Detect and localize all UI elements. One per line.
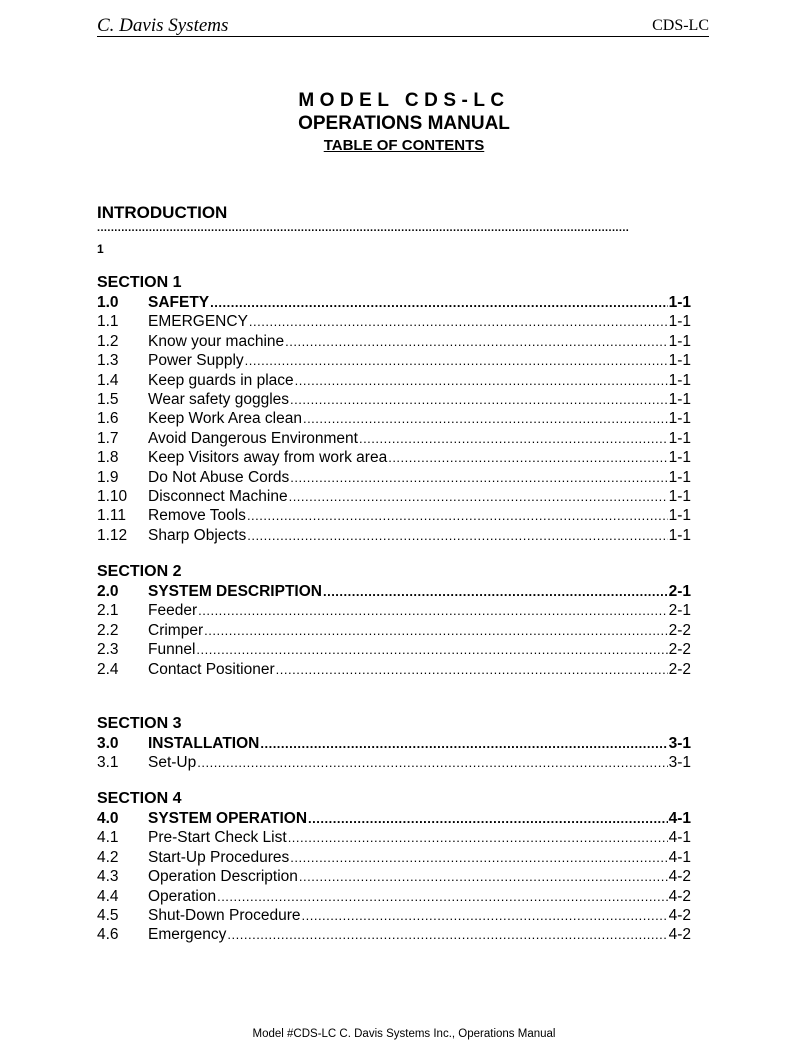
- entry-number: 1.3: [97, 352, 119, 370]
- entry-number: 4.3: [97, 868, 119, 886]
- entry-page: 1-1: [668, 526, 691, 544]
- toc-entry[interactable]: [97, 660, 691, 679]
- toc-entry[interactable]: [97, 582, 691, 601]
- entry-title: EMERGENCY: [148, 313, 248, 331]
- entry-page: 4-1: [668, 848, 691, 866]
- entry-number: 1.1: [97, 313, 119, 331]
- dot-leader: [323, 582, 668, 601]
- entry-number: 1.6: [97, 410, 119, 428]
- entry-number: 1.7: [97, 429, 119, 447]
- entry-page: 1-1: [668, 449, 691, 467]
- entry-title: Keep guards in place: [148, 371, 294, 389]
- dot-leader: [299, 867, 668, 886]
- toc-entry[interactable]: [97, 526, 691, 545]
- entry-page: 1-1: [668, 429, 691, 447]
- entry-number: 2.0: [97, 583, 119, 600]
- entry-number: 1.4: [97, 371, 119, 389]
- entry-title: Do Not Abuse Cords: [148, 468, 290, 486]
- toc-entry[interactable]: [97, 293, 691, 312]
- dot-leader: [197, 753, 667, 772]
- entry-title: Wear safety goggles: [148, 391, 290, 408]
- dot-leader: [198, 601, 667, 620]
- entry-title: Keep Work Area clean: [148, 410, 302, 428]
- entry-title: Know your machine: [148, 332, 285, 350]
- entry-number: 2.2: [97, 621, 119, 639]
- entry-title: Pre-Start Check List: [148, 829, 287, 847]
- introduction-leader: ..........................................................................................................................................................: [97, 222, 630, 234]
- introduction-heading: INTRODUCTION: [97, 203, 228, 222]
- dot-leader: [245, 351, 668, 370]
- introduction-page: 1: [97, 242, 104, 256]
- entry-number: 1.12: [97, 526, 128, 544]
- entry-title: Sharp Objects: [148, 526, 247, 544]
- entry-number: 1.10: [97, 488, 128, 505]
- entry-page: 1-1: [668, 488, 691, 505]
- dot-leader: [308, 809, 668, 828]
- dot-leader: [260, 734, 667, 753]
- entry-page: 4-2: [668, 868, 691, 886]
- toc-entry[interactable]: [97, 753, 691, 772]
- entry-page: 1-1: [668, 410, 691, 428]
- toc-entry[interactable]: [97, 487, 691, 506]
- model-title: MODEL CDS-LC: [298, 90, 510, 111]
- toc-title: TABLE OF CONTENTS: [323, 137, 485, 154]
- entry-page: 4-1: [668, 829, 691, 847]
- entry-number: 4.2: [97, 848, 119, 866]
- toc-entry[interactable]: [97, 332, 691, 351]
- entry-title: Set-Up: [148, 754, 197, 772]
- entry-page: 4-2: [668, 926, 691, 944]
- dot-leader: [204, 621, 667, 640]
- toc-entry[interactable]: [97, 448, 691, 467]
- dot-leader: [276, 660, 668, 679]
- entry-page: 1-1: [668, 468, 691, 486]
- toc-entry[interactable]: [97, 621, 691, 640]
- toc-entry[interactable]: [97, 429, 691, 448]
- dot-leader: [290, 468, 667, 487]
- entry-number: 3.1: [97, 754, 119, 772]
- toc-entry[interactable]: [97, 506, 691, 525]
- toc-entry[interactable]: [97, 371, 691, 390]
- entry-title: Contact Positioner: [148, 660, 275, 678]
- entry-title: Operation Description: [148, 868, 298, 886]
- entry-page: 4-1: [668, 810, 691, 827]
- toc-entry[interactable]: [97, 867, 691, 886]
- toc-entry[interactable]: [97, 848, 691, 867]
- entry-number: 1.11: [97, 507, 127, 525]
- dot-leader: [359, 429, 668, 448]
- entry-page: 2-1: [668, 602, 691, 620]
- section-heading: SECTION 4: [97, 790, 182, 807]
- entry-page: 1-1: [668, 294, 691, 311]
- dot-leader: [227, 925, 667, 944]
- entry-title: INSTALLATION: [148, 735, 260, 752]
- entry-page: 1-1: [668, 391, 691, 408]
- toc-entry[interactable]: [97, 828, 691, 847]
- entry-number: 1.5: [97, 391, 119, 408]
- toc-entry[interactable]: [97, 312, 691, 331]
- section-heading: SECTION 3: [97, 715, 182, 732]
- dot-leader: [247, 506, 668, 525]
- dot-leader: [290, 390, 668, 409]
- entry-title: SYSTEM OPERATION: [148, 810, 308, 827]
- model-code: CDS-LC: [652, 17, 709, 34]
- entry-title: Operation: [148, 887, 217, 905]
- dot-leader: [290, 848, 667, 867]
- toc-entry[interactable]: [97, 809, 691, 828]
- dot-leader: [295, 371, 668, 390]
- entry-title: SYSTEM DESCRIPTION: [148, 583, 322, 600]
- entry-page: 1-1: [668, 371, 691, 389]
- entry-title: Remove Tools: [148, 507, 246, 525]
- entry-page: 2-2: [668, 621, 691, 639]
- entry-page: 2-2: [668, 641, 691, 659]
- entry-title: Feeder: [148, 602, 198, 620]
- entry-title: Power Supply: [148, 352, 244, 370]
- toc-entry[interactable]: [97, 351, 691, 370]
- section-heading: SECTION 1: [97, 274, 182, 291]
- entry-title: Crimper: [148, 621, 204, 639]
- entry-number: 1.2: [97, 332, 119, 350]
- dot-leader: [217, 887, 668, 906]
- toc-entry[interactable]: [97, 925, 691, 944]
- dot-leader: [210, 293, 667, 312]
- toc-entry[interactable]: [97, 468, 691, 487]
- toc-entry[interactable]: [97, 887, 691, 906]
- section-heading: SECTION 2: [97, 563, 182, 580]
- dot-leader: [302, 906, 668, 925]
- toc-entry[interactable]: [97, 390, 691, 409]
- company-name: C. Davis Systems: [97, 15, 229, 36]
- toc-entry[interactable]: [97, 906, 691, 925]
- dot-leader: [289, 487, 668, 506]
- entry-page: 3-1: [668, 735, 691, 752]
- entry-number: 2.3: [97, 641, 119, 659]
- entry-number: 3.0: [97, 735, 119, 752]
- entry-title: Emergency: [148, 926, 227, 944]
- entry-page: 2-2: [668, 660, 691, 678]
- dot-leader: [303, 409, 668, 428]
- toc-entry[interactable]: [97, 409, 691, 428]
- entry-number: 2.4: [97, 660, 119, 678]
- entry-title: Start-Up Procedures: [148, 848, 290, 866]
- entry-title: Shut-Down Procedure: [148, 907, 301, 924]
- entry-title: Keep Visitors away from work area: [148, 449, 388, 467]
- dot-leader: [388, 448, 667, 467]
- dot-leader: [249, 312, 668, 331]
- entry-page: 1-1: [668, 352, 691, 370]
- entry-number: 1.9: [97, 468, 119, 486]
- entry-page: 4-2: [668, 887, 691, 905]
- entry-number: 4.5: [97, 907, 119, 924]
- entry-title: Disconnect Machine: [148, 488, 288, 505]
- entry-page: 1-1: [668, 313, 691, 331]
- dot-leader: [288, 828, 668, 847]
- entry-number: 1.0: [97, 294, 119, 311]
- page-header: [97, 14, 709, 37]
- toc-entry[interactable]: [97, 640, 691, 659]
- entry-number: 4.0: [97, 810, 119, 827]
- entry-page: 4-2: [668, 907, 691, 924]
- entry-page: 1-1: [668, 507, 691, 525]
- entry-title: Funnel: [148, 641, 196, 659]
- entry-title: Avoid Dangerous Environment: [148, 429, 358, 447]
- entry-number: 4.1: [97, 829, 119, 847]
- dot-leader: [196, 640, 667, 659]
- toc-entry[interactable]: [97, 734, 691, 753]
- manual-title: OPERATIONS MANUAL: [298, 113, 510, 134]
- entry-number: 1.8: [97, 449, 119, 467]
- entry-number: 4.4: [97, 887, 119, 905]
- dot-leader: [285, 332, 667, 351]
- page-footer: Model #CDS-LC C. Davis Systems Inc., Operations Manual: [252, 1028, 556, 1040]
- entry-page: 1-1: [668, 332, 691, 350]
- toc-entry[interactable]: [97, 601, 691, 620]
- entry-page: 2-1: [668, 583, 691, 600]
- entry-title: SAFETY: [148, 294, 210, 311]
- entry-number: 2.1: [97, 602, 119, 620]
- entry-page: 3-1: [668, 754, 691, 772]
- dot-leader: [247, 526, 667, 545]
- entry-number: 4.6: [97, 926, 119, 944]
